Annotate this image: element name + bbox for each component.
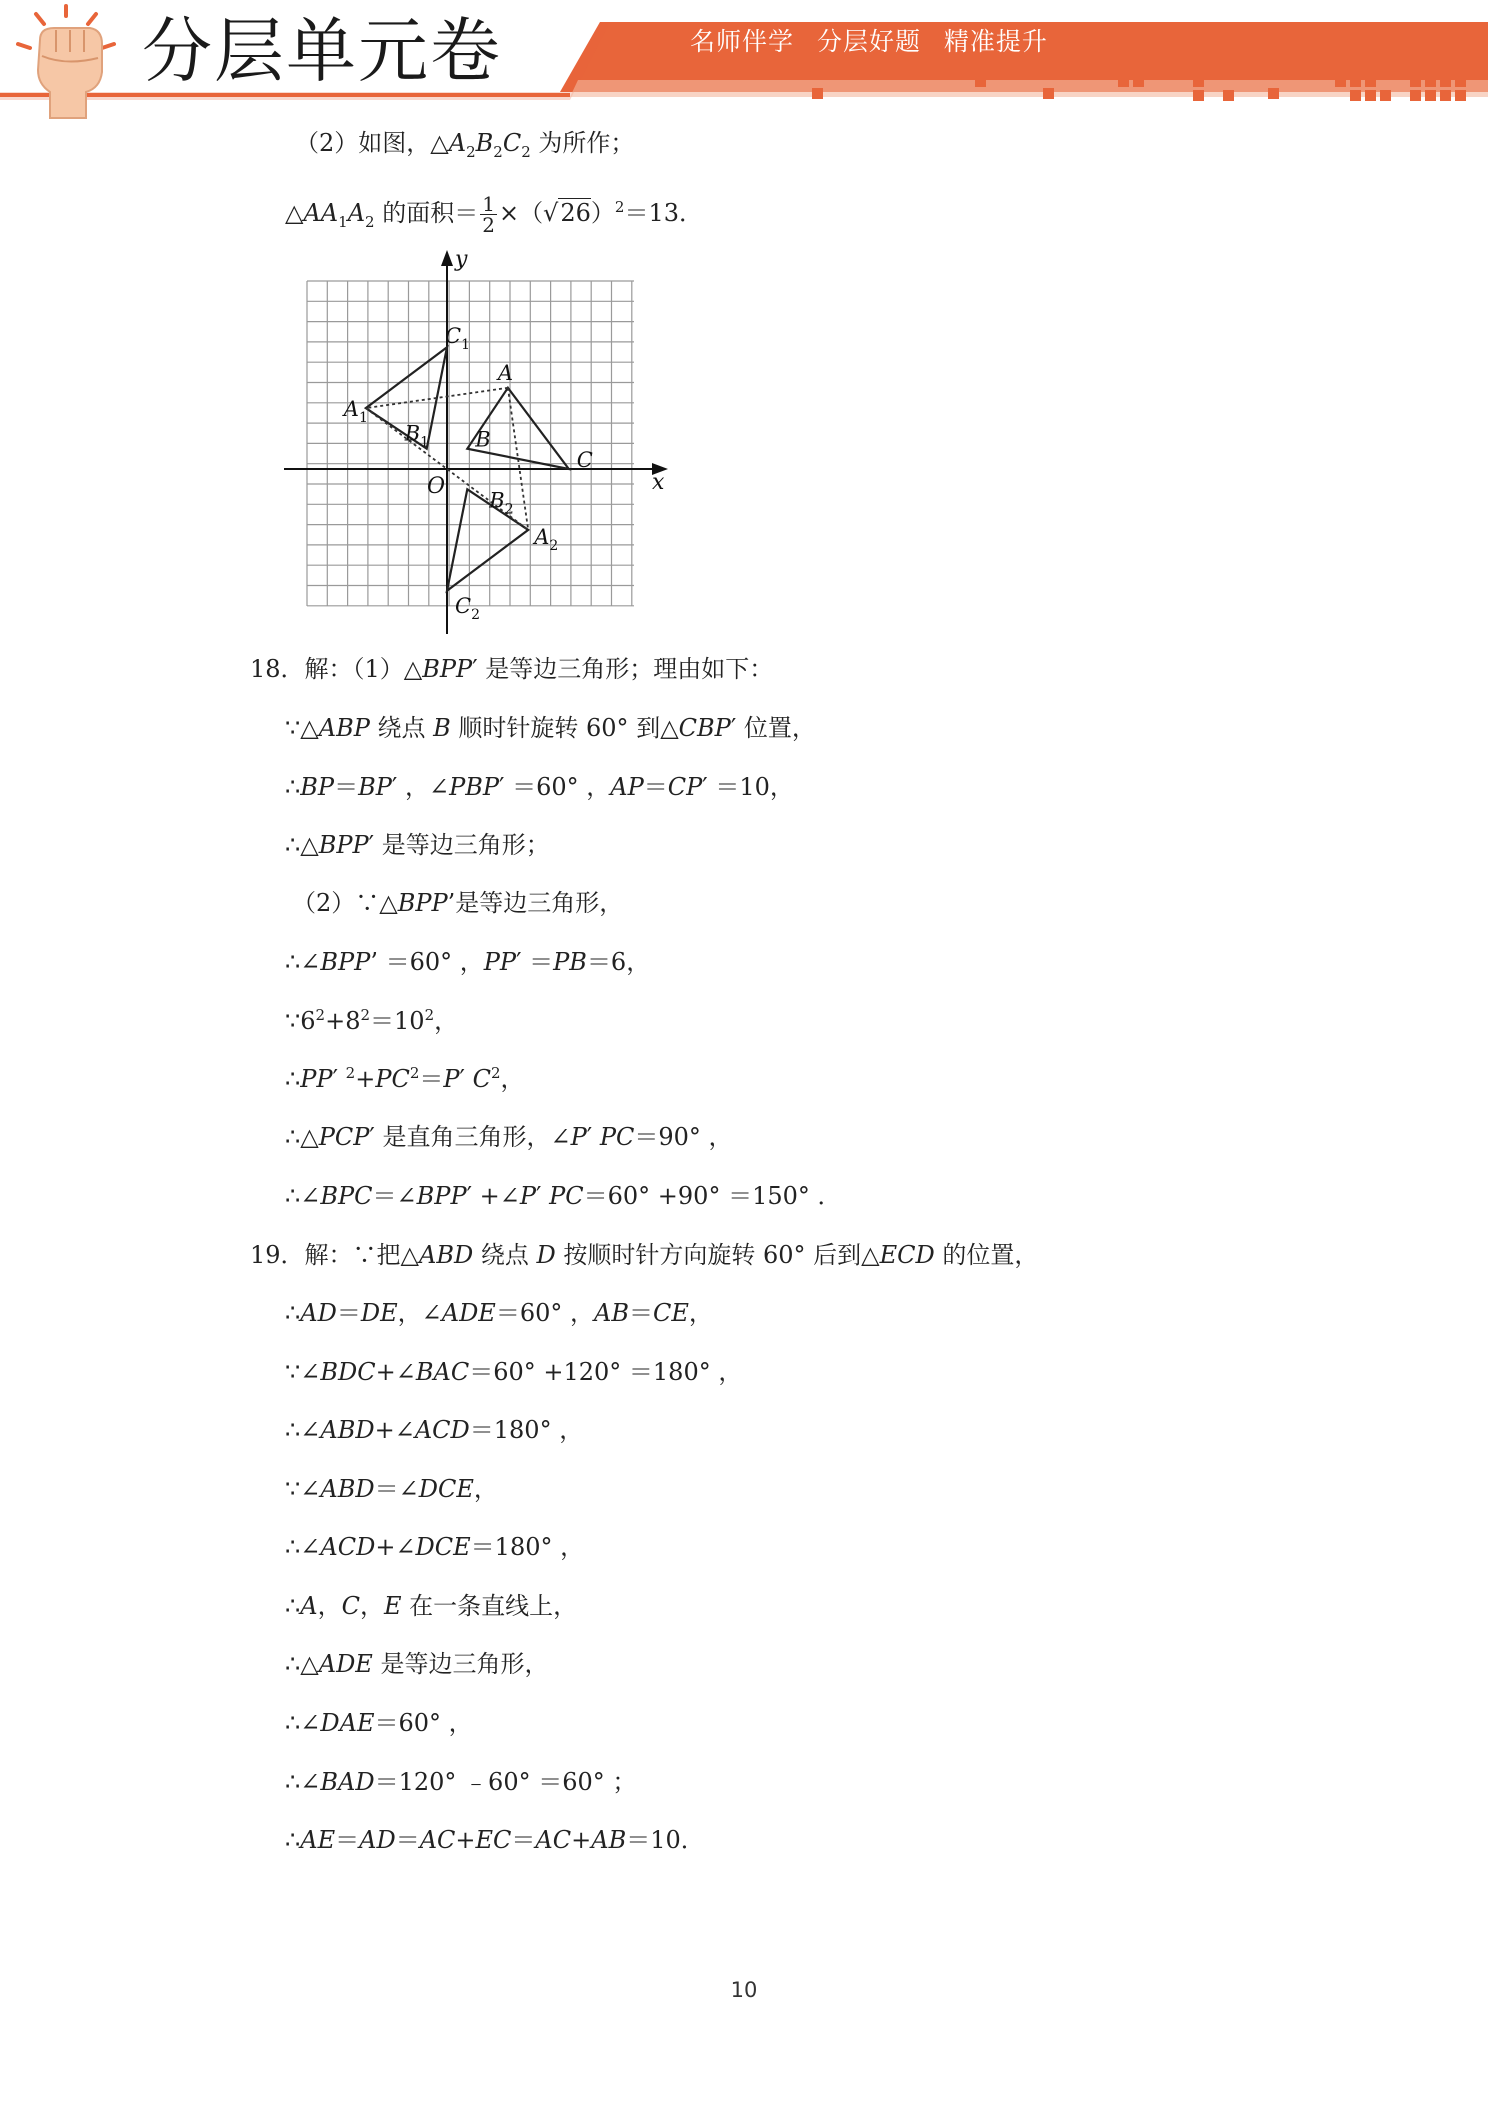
text-line: ∴∠ACD+∠DCE＝180° ， [285, 1533, 585, 1561]
point-label-C2: $C_2$ [455, 593, 480, 623]
page-number: 10 [730, 1978, 758, 2002]
text-line: （2）如图，$\triangle A_2B_2C_2$ 为所作； [295, 129, 635, 161]
text-line: $\triangle AA_1A_2$ 的面积＝ $\frac{1}{2}$ $\times(√26)^2=13$． [285, 192, 703, 237]
point-label-B2: $B_2$ [489, 488, 514, 518]
text-line: ∴A，C，E 在一条直线上， [285, 1592, 578, 1620]
point-label-C: C [576, 448, 593, 472]
origin-label: O [427, 474, 446, 499]
text-line: 18．解：（1）△BPP′ 是等边三角形；理由如下： [250, 655, 774, 683]
text-line: 19．解：∵把△ABD 绕点 D 按顺时针方向旋转 60° 后到△ECD 的位置， [250, 1241, 1039, 1269]
text-line: ∴∠BPC＝∠BPP′ +∠P′ PC＝60° +90° ＝150° ． [285, 1182, 842, 1210]
point-label-A: A [497, 360, 514, 385]
x-axis-label: x [652, 470, 665, 495]
y-axis-arrow [441, 250, 453, 266]
text-line: ∴△ADE 是等边三角形， [285, 1650, 549, 1678]
point-label-B: B [475, 427, 491, 452]
text-line: ∴BP＝BP′ ，∠PBP′ ＝60° ，AP＝CP′ ＝10， [285, 773, 794, 801]
text-line: ∴∠DAE＝60° ， [285, 1709, 473, 1737]
grid-figure-svg [282, 246, 674, 636]
text-line: ∴△PCP′ 是直角三角形，∠P′ PC＝90° ， [285, 1123, 733, 1151]
point-label-A1: $A_1$ [343, 397, 368, 427]
text-line: ∵∠ABD＝∠DCE， [285, 1475, 498, 1503]
page-header [0, 0, 1488, 120]
text-line: （2）∵△BPP’是等边三角形， [292, 889, 624, 917]
text-line: ∵△ABP 绕点 B 顺时针旋转 60° 到△CBP′ 位置， [285, 714, 816, 742]
text-line: ∴∠BAD＝120° ﹣60° ＝60° ； [285, 1768, 637, 1796]
text-line: ∴∠BPP’ ＝60° ，PP′ ＝PB＝6， [285, 948, 651, 976]
text-line: ∴∠ABD+∠ACD＝180° ， [285, 1416, 584, 1444]
point-label-A2: $A_2$ [534, 524, 559, 554]
coordinate-figure [282, 246, 674, 636]
text-line: ∴AE＝AD＝AC+EC＝AC+AB＝10． [285, 1826, 705, 1854]
point-label-C1: $C_1$ [445, 324, 470, 354]
y-axis-label: y [455, 247, 468, 272]
text-line: ∴△BPP′ 是等边三角形； [285, 831, 550, 859]
header-slogan: 名师伴学 分层好题 精准提升 [690, 27, 1048, 56]
text-line: ∴AD＝DE，∠ADE＝60° ，AB＝CE， [285, 1299, 713, 1327]
text-line: ∵∠BDC+∠BAC＝60° +120° ＝180° ， [285, 1358, 743, 1386]
point-label-B1: $B_1$ [404, 421, 430, 451]
text-line: $\because 6^2+8^2=10^2$， [285, 1006, 459, 1035]
text-line: ∴PP′ $^2+PC^2=P'$ $C^2$， [285, 1064, 525, 1093]
brand-title: 分层单元卷 [142, 10, 502, 92]
fist-logo-icon [6, 0, 136, 120]
